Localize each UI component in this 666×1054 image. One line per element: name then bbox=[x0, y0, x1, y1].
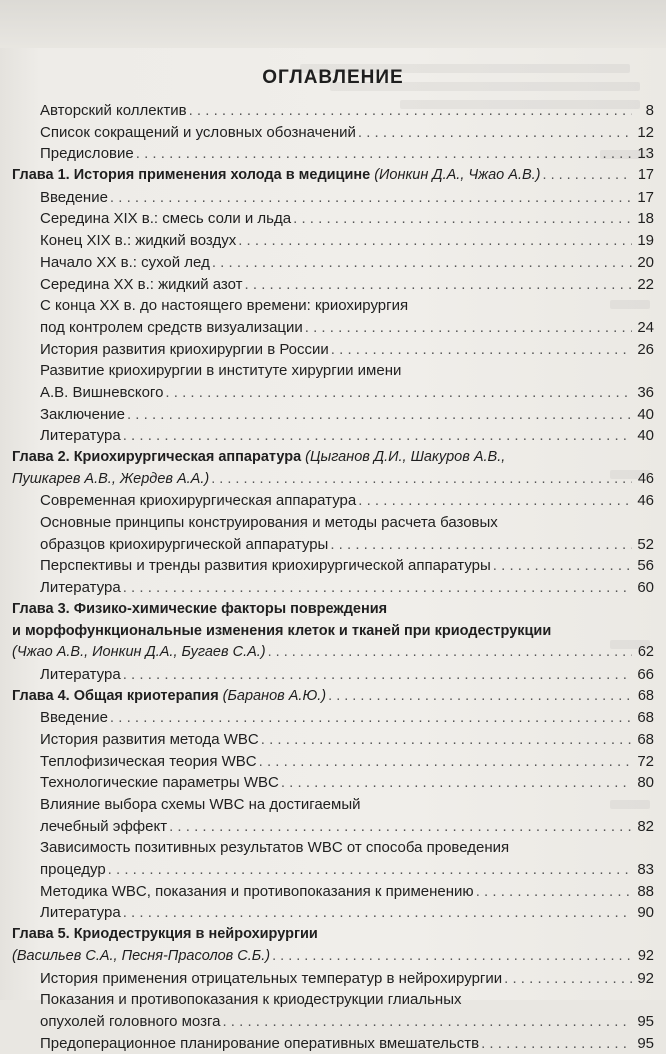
toc-entry-title: Технологические параметры WBC bbox=[40, 774, 279, 792]
toc-page-number: 92 bbox=[637, 947, 654, 964]
page-title: ОГЛАВЛЕНИЕ bbox=[262, 67, 404, 88]
dot-leader bbox=[165, 382, 632, 404]
toc-entry-title: Середина XIX в.: смесь соли и льда bbox=[40, 210, 292, 228]
dot-leader bbox=[272, 946, 632, 968]
dot-leader bbox=[222, 1011, 632, 1033]
toc-entry-title: Современная криохирургическая аппаратура bbox=[40, 492, 357, 510]
dot-leader bbox=[189, 100, 632, 122]
toc-chapter-line[interactable] bbox=[12, 924, 654, 946]
toc-page-number: 40 bbox=[637, 427, 654, 445]
toc-entry-line[interactable] bbox=[12, 1033, 654, 1054]
dot-leader bbox=[211, 469, 632, 491]
toc-entry-title: Список сокращений и условных обозначений bbox=[40, 123, 356, 141]
dot-leader bbox=[127, 404, 632, 426]
dot-leader bbox=[108, 859, 632, 881]
toc-entry-line[interactable] bbox=[12, 404, 654, 426]
toc-entry-title: Глава 1. История применения холода в медицине bbox=[12, 167, 371, 184]
toc-entry-title: под контролем средств визуализации bbox=[40, 318, 303, 336]
toc-page-number: 17 bbox=[637, 167, 654, 184]
dot-leader bbox=[259, 751, 632, 773]
toc-page-number: 83 bbox=[637, 861, 654, 879]
toc-chapter-line[interactable] bbox=[12, 165, 654, 187]
dot-leader bbox=[169, 816, 632, 838]
toc-entry-title: Предоперационное планирование оперативных вмешательств bbox=[40, 1034, 480, 1052]
toc-entry-title: Основные принципы конструирования и методы расчета базовых bbox=[40, 514, 498, 532]
toc-chapter-line[interactable] bbox=[12, 946, 654, 968]
dot-leader bbox=[504, 968, 632, 990]
toc-page-number: 22 bbox=[637, 275, 654, 293]
toc-entry-line[interactable] bbox=[12, 339, 654, 361]
toc-page-number: 82 bbox=[637, 817, 654, 835]
dot-leader bbox=[476, 881, 632, 903]
toc-entry-authors: (Васильев С.А., Песня-Прасолов С.Б.) bbox=[12, 947, 271, 964]
toc-page-number: 24 bbox=[637, 318, 654, 336]
toc-list bbox=[12, 100, 654, 1054]
dot-leader bbox=[305, 317, 632, 339]
toc-chapter-line[interactable] bbox=[12, 599, 654, 621]
toc-page-number: 18 bbox=[637, 210, 654, 228]
toc-entry-authors: (Баранов А.Ю.) bbox=[222, 687, 327, 704]
toc-entry-line[interactable] bbox=[12, 360, 654, 382]
toc-entry-line[interactable] bbox=[12, 707, 654, 729]
toc-entry-line[interactable] bbox=[12, 512, 654, 534]
toc-page-number: 40 bbox=[637, 405, 654, 423]
toc-entry-line[interactable] bbox=[12, 816, 654, 838]
toc-page-number: 46 bbox=[637, 470, 654, 487]
toc-page-number: 19 bbox=[637, 232, 654, 250]
toc-entry-line[interactable] bbox=[12, 143, 654, 165]
toc-entry-title: Теплофизическая теория WBC bbox=[40, 752, 257, 770]
toc-page-number: 72 bbox=[637, 752, 654, 770]
dot-leader bbox=[110, 707, 632, 729]
toc-entry-title: История развития метода WBC bbox=[40, 730, 259, 748]
toc-page-number: 36 bbox=[637, 383, 654, 401]
toc-entry-line[interactable] bbox=[12, 989, 654, 1011]
toc-entry-title: Показания и противопоказания к криодеструкции глиальных bbox=[40, 991, 462, 1009]
toc-entry-title: Глава 4. Общая криотерапия bbox=[12, 687, 219, 704]
dot-leader bbox=[293, 208, 632, 230]
toc-entry-title: История применения отрицательных температур в нейрохирургии bbox=[40, 969, 503, 987]
toc-page-number: 8 bbox=[645, 102, 654, 119]
toc-page-number: 68 bbox=[637, 687, 654, 704]
toc-entry-line[interactable] bbox=[12, 230, 654, 252]
toc-entry-title: образцов криохирургической аппаратуры bbox=[40, 535, 329, 553]
dot-leader bbox=[330, 534, 632, 556]
toc-entry-title: С конца XX в. до настоящего времени: криохирургия bbox=[40, 297, 409, 315]
dot-leader bbox=[110, 187, 632, 209]
dot-leader bbox=[328, 686, 632, 708]
toc-page-number: 20 bbox=[637, 253, 654, 271]
dot-leader bbox=[123, 902, 632, 924]
toc-page-number: 68 bbox=[637, 709, 654, 727]
toc-entry-title: Авторский коллектив bbox=[40, 102, 187, 119]
toc-entry-title: Зависимость позитивных результатов WBC от способа проведения bbox=[40, 839, 510, 857]
toc-chapter-line[interactable] bbox=[12, 621, 654, 643]
toc-entry-line[interactable] bbox=[12, 577, 654, 599]
toc-entry-title: Середина XX в.: жидкий азот bbox=[40, 275, 243, 293]
dot-leader bbox=[123, 664, 632, 686]
toc-entry-line[interactable] bbox=[12, 490, 654, 512]
dot-leader bbox=[481, 1033, 632, 1054]
toc-entry-title: История развития криохирургии в России bbox=[40, 340, 329, 358]
toc-page-number: 60 bbox=[637, 579, 654, 597]
toc-page-number: 68 bbox=[637, 730, 654, 748]
toc-entry-title: Литература bbox=[40, 427, 121, 445]
toc-page-number: 90 bbox=[637, 904, 654, 922]
toc-entry-line[interactable] bbox=[12, 122, 654, 144]
dot-leader bbox=[268, 642, 632, 664]
toc-chapter-line[interactable] bbox=[12, 447, 654, 469]
toc-entry-line[interactable] bbox=[12, 382, 654, 404]
toc-entry-line[interactable] bbox=[12, 252, 654, 274]
dot-leader bbox=[358, 490, 632, 512]
dot-leader bbox=[281, 772, 632, 794]
toc-entry-authors: (Чжао А.В., Ионкин Д.А., Бугаев С.А.) bbox=[12, 644, 266, 661]
dot-leader bbox=[136, 143, 632, 165]
toc-entry-line[interactable] bbox=[12, 555, 654, 577]
toc-page-number: 52 bbox=[637, 535, 654, 553]
dot-leader bbox=[358, 122, 632, 144]
toc-entry-title: Заключение bbox=[40, 405, 125, 423]
toc-entry-line[interactable] bbox=[12, 425, 654, 447]
toc-entry-line[interactable] bbox=[12, 859, 654, 881]
dot-leader bbox=[493, 555, 632, 577]
toc-entry-title: процедур bbox=[40, 861, 106, 879]
toc-entry-title: Глава 3. Физико-химические факторы повреждения bbox=[12, 600, 388, 617]
toc-entry-line[interactable] bbox=[12, 317, 654, 339]
dot-leader bbox=[123, 425, 632, 447]
toc-chapter-line[interactable] bbox=[12, 642, 654, 664]
toc-entry-line[interactable] bbox=[12, 664, 654, 686]
toc-entry-line[interactable] bbox=[12, 837, 654, 859]
toc-entry-line[interactable] bbox=[12, 902, 654, 924]
toc-page-number: 80 bbox=[637, 774, 654, 792]
toc-entry-authors: Пушкарев А.В., Жердев А.А.) bbox=[12, 470, 210, 487]
toc-page-number: 95 bbox=[637, 1012, 654, 1030]
toc-entry-title: Литература bbox=[40, 665, 121, 683]
table-of-contents bbox=[12, 60, 654, 1054]
toc-entry-title: опухолей головного мозга bbox=[40, 1012, 221, 1030]
toc-entry-title: Конец XIX в.: жидкий воздух bbox=[40, 232, 237, 250]
toc-entry-title: Развитие криохирургии в институте хирургии имени bbox=[40, 362, 402, 380]
toc-entry-title: Методика WBC, показания и противопоказания к применению bbox=[40, 882, 474, 900]
toc-entry-line[interactable] bbox=[12, 729, 654, 751]
toc-entry-title: лечебный эффект bbox=[40, 817, 168, 835]
dot-leader bbox=[245, 274, 632, 296]
toc-page-number: 17 bbox=[637, 188, 654, 206]
toc-page-number: 12 bbox=[637, 123, 654, 141]
toc-entry-title: Литература bbox=[40, 579, 121, 597]
dot-leader bbox=[331, 339, 632, 361]
toc-page-number: 13 bbox=[637, 145, 654, 163]
toc-page-number: 95 bbox=[637, 1034, 654, 1052]
toc-entry-authors: (Цыганов Д.И., Шакуров А.В., bbox=[305, 449, 506, 465]
toc-entry-line[interactable] bbox=[12, 1011, 654, 1033]
toc-entry-line[interactable] bbox=[12, 187, 654, 209]
toc-entry-title: Глава 2. Криохирургическая аппаратура bbox=[12, 449, 302, 465]
toc-entry-line[interactable] bbox=[12, 100, 654, 122]
toc-entry-title: Литература bbox=[40, 904, 121, 922]
toc-page-number: 56 bbox=[637, 557, 654, 575]
dot-leader bbox=[212, 252, 632, 274]
toc-page-number: 62 bbox=[637, 644, 654, 661]
toc-page-number: 46 bbox=[637, 492, 654, 510]
toc-page-number: 66 bbox=[637, 665, 654, 683]
toc-entry-line[interactable] bbox=[12, 794, 654, 816]
toc-entry-title: Влияние выбора схемы WBC на достигаемый bbox=[40, 796, 361, 813]
toc-page-number: 92 bbox=[637, 969, 654, 987]
toc-chapter-line[interactable] bbox=[12, 469, 654, 491]
dot-leader bbox=[238, 230, 632, 252]
toc-page-number: 88 bbox=[637, 882, 654, 900]
toc-entry-title: А.В. Вишневского bbox=[40, 383, 164, 401]
toc-page-number: 26 bbox=[637, 340, 654, 358]
toc-entry-line[interactable] bbox=[12, 274, 654, 296]
toc-entry-title: Начало XX в.: сухой лед bbox=[40, 253, 210, 271]
dot-leader bbox=[543, 165, 632, 187]
toc-entry-line[interactable] bbox=[12, 534, 654, 556]
toc-entry-line[interactable] bbox=[12, 881, 654, 903]
toc-entry-line[interactable] bbox=[12, 772, 654, 794]
toc-chapter-line[interactable] bbox=[12, 686, 654, 708]
page-header-shadow bbox=[0, 0, 666, 48]
toc-entry-title: и морфофункциональные изменения клеток и тканей при криодеструкции bbox=[12, 622, 552, 639]
toc-entry-title: Введение bbox=[40, 709, 108, 727]
toc-entry-authors: (Ионкин Д.А., Чжао А.В.) bbox=[374, 167, 541, 184]
toc-entry-line[interactable] bbox=[12, 295, 654, 317]
dot-leader bbox=[123, 577, 632, 599]
toc-entry-title: Перспективы и тренды развития криохирургической аппаратуры bbox=[40, 557, 491, 575]
toc-entry-line[interactable] bbox=[12, 968, 654, 990]
toc-entry-title: Предисловие bbox=[40, 145, 134, 163]
toc-entry-line[interactable] bbox=[12, 751, 654, 773]
toc-entry-title: Введение bbox=[40, 188, 108, 206]
toc-entry-line[interactable] bbox=[12, 208, 654, 230]
toc-entry-title: Глава 5. Криодеструкция в нейрохирургии bbox=[12, 926, 318, 943]
dot-leader bbox=[261, 729, 632, 751]
